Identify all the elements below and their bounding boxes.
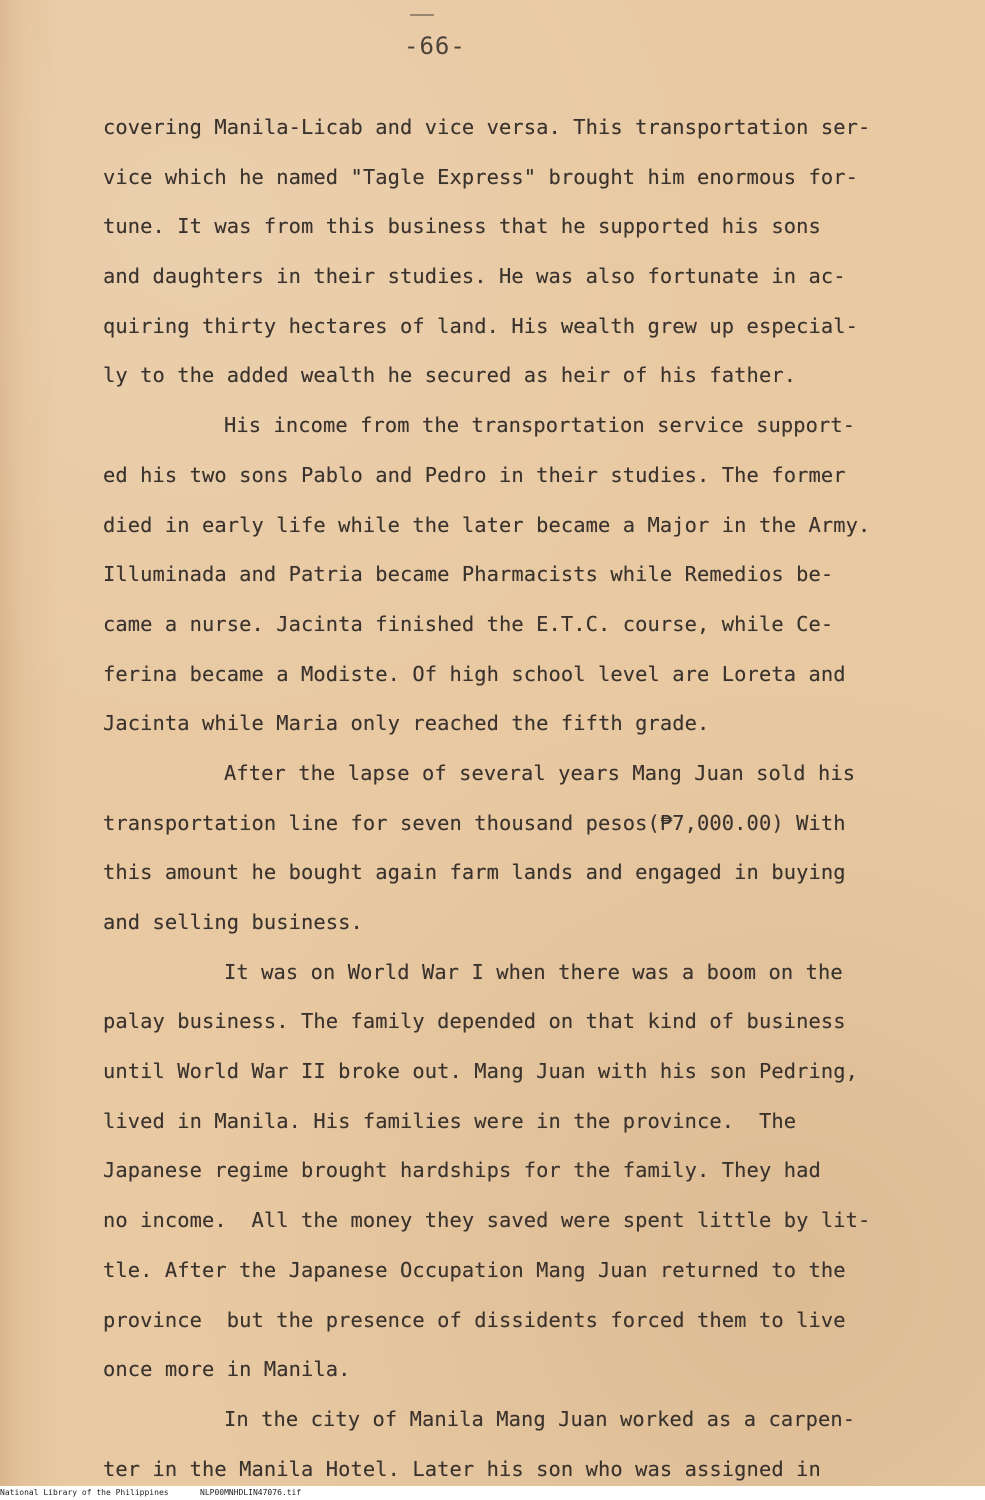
text-line: covering Manila-Licab and vice versa. This transportation ser- [103,115,871,139]
paragraph [103,401,883,749]
page-mark [410,14,434,16]
text-line: His income from the transportation service support- [224,413,856,438]
paragraph [103,103,883,401]
text-line: ter in the Manila Hotel. Later his son who was assigned in [103,1456,821,1481]
text-line: palay business. The family depended on that kind of business [103,1009,846,1034]
text-line: lived in Manila. His families were in the province. The [103,1108,797,1133]
text-line: and daughters in their studies. He was also fortunate in ac- [103,264,846,289]
text-line: and selling business. [103,910,363,934]
footer-file-label: NLP00MNHDLIN47076.tif [200,1488,302,1497]
text-line: ed his two sons Pablo and Pedro in their studies. The former [103,462,846,487]
paragraph [103,1395,883,1494]
text-line: no income. All the money they saved were spent little by lit- [103,1208,871,1233]
page-number: -66- [404,32,466,60]
paragraph [103,749,883,948]
document-body [103,103,883,1494]
scan-footer [0,1486,985,1500]
text-line: tune. It was from this business that he supported his sons [103,214,821,239]
paragraph [103,948,883,1395]
text-line: It was on World War I when there was a boom on the [224,959,843,984]
text-line: tle. After the Japanese Occupation Mang Juan returned to the [103,1257,846,1282]
footer-source-label: National Library of the Philippines [0,1488,169,1497]
text-line: In the city of Manila Mang Juan worked as a carpen- [224,1406,856,1431]
text-line: came a nurse. Jacinta finished the E.T.C. course, while Ce- [103,611,834,636]
text-line: After the lapse of several years Mang Juan sold his [224,760,856,785]
text-line: vice which he named "Tagle Express" brought him enormous for- [103,164,858,189]
text-line: died in early life while the later became a Major in the Army. [103,512,871,537]
text-line: this amount he bought again farm lands and engaged in buying [103,860,846,885]
text-line: ly to the added wealth he secured as heir of his father. [103,363,797,388]
text-line: transportation line for seven thousand pesos(₱7,000.00) With [103,810,846,835]
text-line: Illuminada and Patria became Pharmacists while Remedios be- [103,562,834,587]
text-line: ferina became a Modiste. Of high school level are Loreta and [103,661,846,686]
text-line: quiring thirty hectares of land. His wealth grew up especial- [103,313,858,338]
text-line: Jacinta while Maria only reached the fifth grade. [103,711,710,736]
text-line: province but the presence of dissidents forced them to live [103,1307,846,1332]
text-line: until World War II broke out. Mang Juan with his son Pedring, [103,1059,858,1084]
text-line: Japanese regime brought hardships for the family. They had [103,1158,821,1183]
text-line: once more in Manila. [103,1357,351,1382]
